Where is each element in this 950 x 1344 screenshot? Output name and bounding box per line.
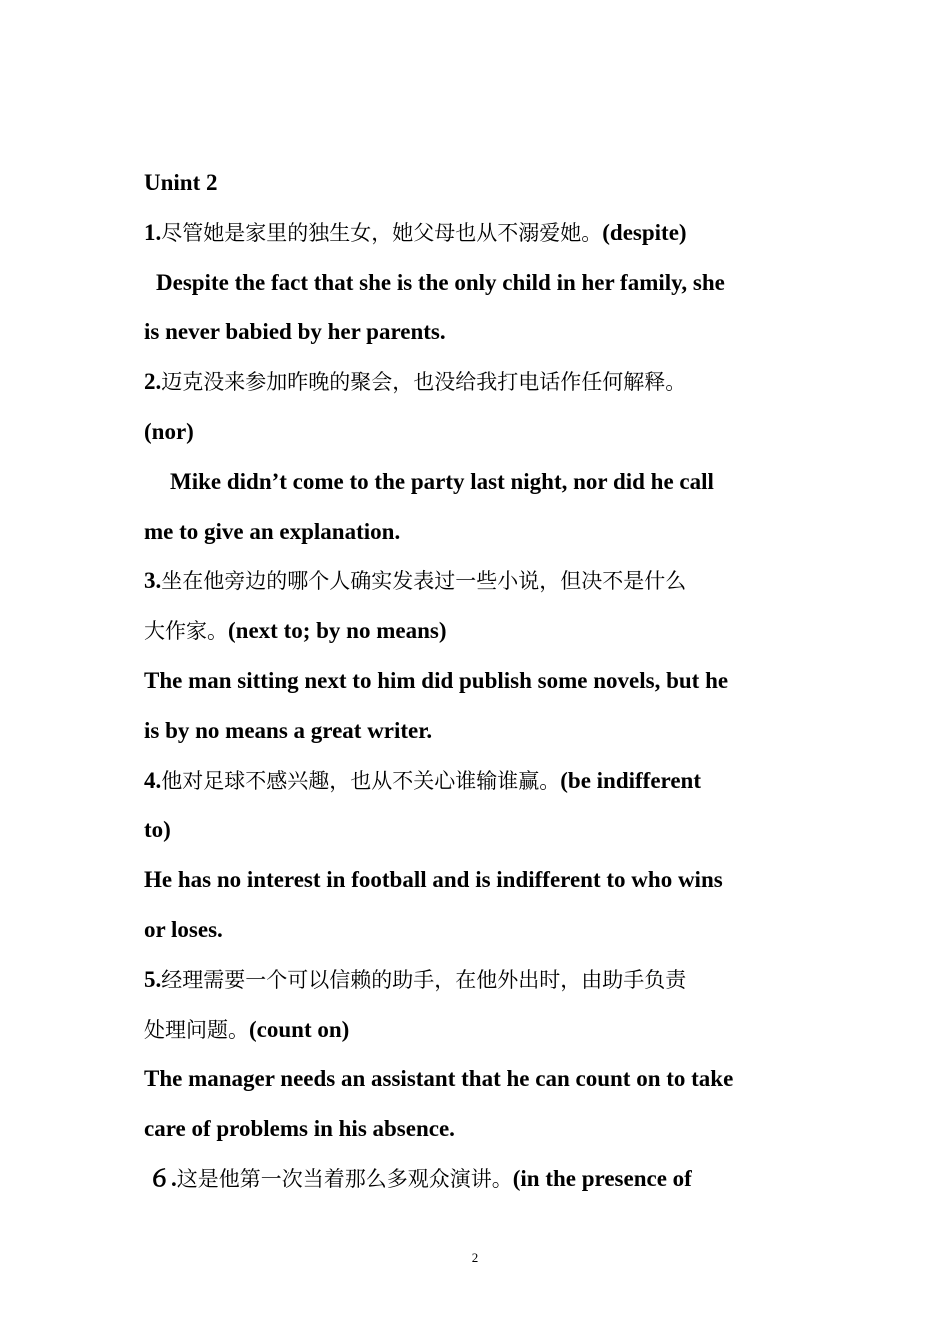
item-4-keyword: (be indifferent <box>560 767 702 793</box>
item-1-number: 1. <box>144 219 162 245</box>
item-5-answer-line-1: The manager needs an assistant that he can count on to take <box>144 1066 734 1092</box>
item-2-chinese: 迈克没来参加昨晚的聚会，也没给我打电话作任何解释。 <box>161 370 687 395</box>
item-3-chinese: 坐在他旁边的哪个人确实发表过一些小说，但决不是什么 <box>161 569 687 594</box>
item-3-keyword: (next to; by no means) <box>228 618 447 644</box>
item-3-chinese-cont: 大作家。 <box>144 619 228 644</box>
item-5-answer-line-2: care of problems in his absence. <box>144 1116 455 1142</box>
item-1-question <box>144 208 808 258</box>
item-3-question <box>144 556 808 606</box>
item-5-chinese: 经理需要一个可以信赖的助手，在他外出时，由助手负责 <box>161 967 687 992</box>
item-5-keyword: (count on) <box>249 1016 350 1042</box>
item-1-keyword: (despite) <box>602 219 687 245</box>
item-4-keyword-cont: to) <box>144 817 171 843</box>
item-3-number: 3. <box>144 568 162 594</box>
unit-title: Unint 2 <box>144 170 218 195</box>
item-2-number: 2. <box>144 369 162 395</box>
item-3-answer-line-2: is by no means a great writer. <box>144 717 433 743</box>
item-6-question <box>144 1154 808 1204</box>
item-4-answer-line-2: or loses. <box>144 916 223 942</box>
item-2-keyword: (nor) <box>144 418 194 444</box>
item-2-question <box>144 357 808 407</box>
item-5-question <box>144 955 808 1005</box>
document-body <box>144 158 808 1204</box>
item-1-answer-line-2: is never babied by her parents. <box>144 319 446 345</box>
item-3-answer-line-1: The man sitting next to him did publish some novels, but he <box>144 667 729 693</box>
item-6-keyword: (in the presence of <box>512 1165 692 1191</box>
item-2-answer-line-1: Mike didn’t come to the party last night, nor did he call <box>170 468 714 494</box>
item-4-answer-line-1: He has no interest in football and is indifferent to who wins <box>144 867 723 893</box>
item-1-chinese: 尽管她是家里的独生女，她父母也从不溺爱她。 <box>161 220 603 245</box>
item-2-answer-line-2: me to give an explanation. <box>144 518 401 544</box>
item-5-question-line-2 <box>144 1005 808 1055</box>
item-4-question <box>144 756 808 806</box>
item-5-number: 5. <box>144 966 162 992</box>
page-number: 2 <box>471 1250 479 1265</box>
item-1-answer-line-1: Despite the fact that she is the only child in her family, she <box>156 269 725 295</box>
item-4-number: 4. <box>144 767 162 793</box>
item-6-number: ６. <box>148 1165 177 1191</box>
item-3-question-line-2 <box>144 606 808 656</box>
item-4-chinese: 他对足球不感兴趣，也从不关心谁输谁赢。 <box>161 768 561 793</box>
item-5-chinese-cont: 处理问题。 <box>144 1017 249 1042</box>
item-6-chinese: 这是他第一次当着那么多观众演讲。 <box>176 1166 513 1191</box>
